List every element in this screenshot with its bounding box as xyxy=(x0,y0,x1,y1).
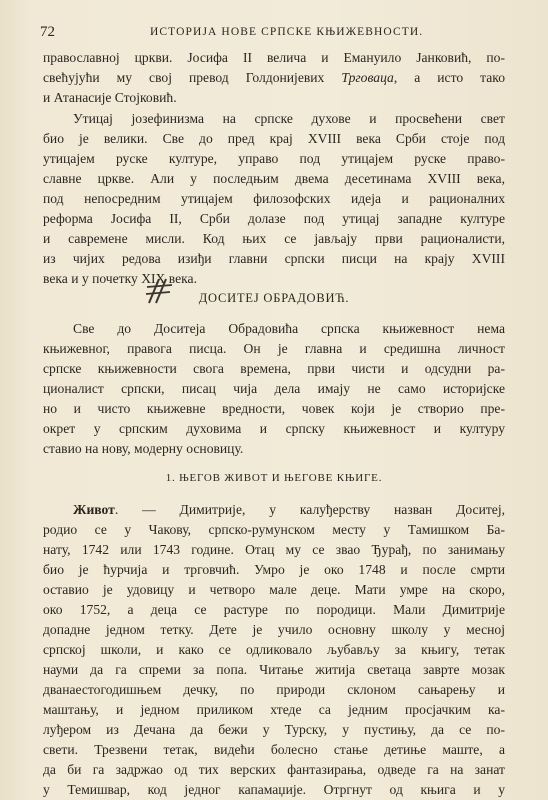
text-line: нату, 1742 или 1743 године. Отац му се звао Ђурађ, по занимању xyxy=(43,542,505,557)
text-line: родио се у Чакову, српско-румунском месту у Тамишком Ба- xyxy=(43,522,505,537)
text-line: и Атанасије Стојковић. xyxy=(43,90,177,105)
text-fragment: . — Димитрије, у калуђерству назван Доситеј, xyxy=(114,502,505,517)
text-line xyxy=(43,70,505,88)
text-line: луђером из Дечана да бежи у Турску, у пустињу, да се по- xyxy=(43,722,505,737)
text-line: свети. Трезвени тетак, видећи болесно стање детиње маште, а xyxy=(43,742,505,757)
text-line: књижевног, правога писца. Он је главна и средишна личност xyxy=(43,341,505,356)
text-line: и савремене мисли. Код њих се јављају први рационалисти, xyxy=(43,231,505,246)
text-line: оставио је удовицу и четворо мале деце. Мати умре на скоро, xyxy=(43,582,505,597)
text-line: Утицај јозефинизма на српске духове и просвећени свет xyxy=(73,111,505,126)
pencil-mark-icon xyxy=(145,277,175,305)
text-fragment: , а исто тако xyxy=(393,70,505,85)
text-line: да би га задржао од тих верских фантазирања, одведе га на занат xyxy=(43,762,505,777)
text-line: Све до Доситеја Обрадовића српска књижевност нема xyxy=(73,321,505,336)
text-line: православној цркви. Јосифа II велича и Емануило Јанковић, по- xyxy=(43,50,505,65)
text-line: науми да га спреми за попа. Читање житија светаца завртe мозак xyxy=(43,662,505,677)
text-line: века и у почетку XIX века. xyxy=(43,271,197,286)
running-title: ИСТОРИЈА НОВЕ СРПСКЕ КЊИЖЕВНОСТИ. xyxy=(150,26,424,38)
text-line: маштању, и једном приликом хтеде са једним просјачким ка- xyxy=(43,702,505,717)
text-line: окрет у српским духовима и српску књижевност и културу xyxy=(43,421,505,436)
text-line: око 1752, а деца се растуре по породици. Мали Димитрије xyxy=(43,602,505,617)
italic-title: Трговаца xyxy=(341,70,394,85)
text-line: био је велики. Све до пред крај XVIII века Срби стоје под xyxy=(43,131,505,146)
text-line: српској школи, и како се одликовало љубављу за књигу, тетак xyxy=(43,642,505,657)
text-line: из чијих редова изиђи главни српски писци на крају XVIII xyxy=(43,251,505,266)
text-line xyxy=(43,502,505,520)
text-line: но и чисто књижевне вредности, човек који је створио пре- xyxy=(43,401,505,416)
text-line: под непосредним утицајем филозофских идеја и рационалних xyxy=(43,191,505,206)
text-line: ставио на нову, модерну основицу. xyxy=(43,441,244,456)
text-line: реформа Јосифа II, Срби долазе под утицај западне културе xyxy=(43,211,505,226)
section-heading: ДОСИТЕЈ ОБРАДОВИЋ. xyxy=(198,291,350,305)
text-line: српске књижевности свога времена, први чисти и одсудни ра- xyxy=(43,361,505,376)
text-line: славне цркве. Али у последњим двема десетинама XVIII века, xyxy=(43,171,505,186)
text-fragment: свећујући му свој превод Голдонијевих xyxy=(43,70,325,85)
text-line: ционалист српски, писац чија дела имају не само историјске xyxy=(43,381,505,396)
text-line: допадне једном тетку. Дете је учило основну школу у месној xyxy=(43,622,505,637)
lead-word: Живот xyxy=(73,502,115,517)
text-line: утицајем руске културе, управо под утицајем руске право- xyxy=(43,151,505,166)
page-header xyxy=(40,24,508,44)
sub-heading: 1. ЊЕГОВ ЖИВОТ И ЊЕГОВЕ КЊИГЕ. xyxy=(165,472,383,484)
text-line: био је ћурчија и трговчић. Умро је око 1748 и после смрти xyxy=(43,562,505,577)
text-line: у Темишвар, код једног капамаџије. Отргнут од књига и у xyxy=(43,782,505,797)
text-line: дванаестогодишњем дечку, по природи склоном сањарењу и xyxy=(43,682,505,697)
page-number: 72 xyxy=(40,24,55,40)
